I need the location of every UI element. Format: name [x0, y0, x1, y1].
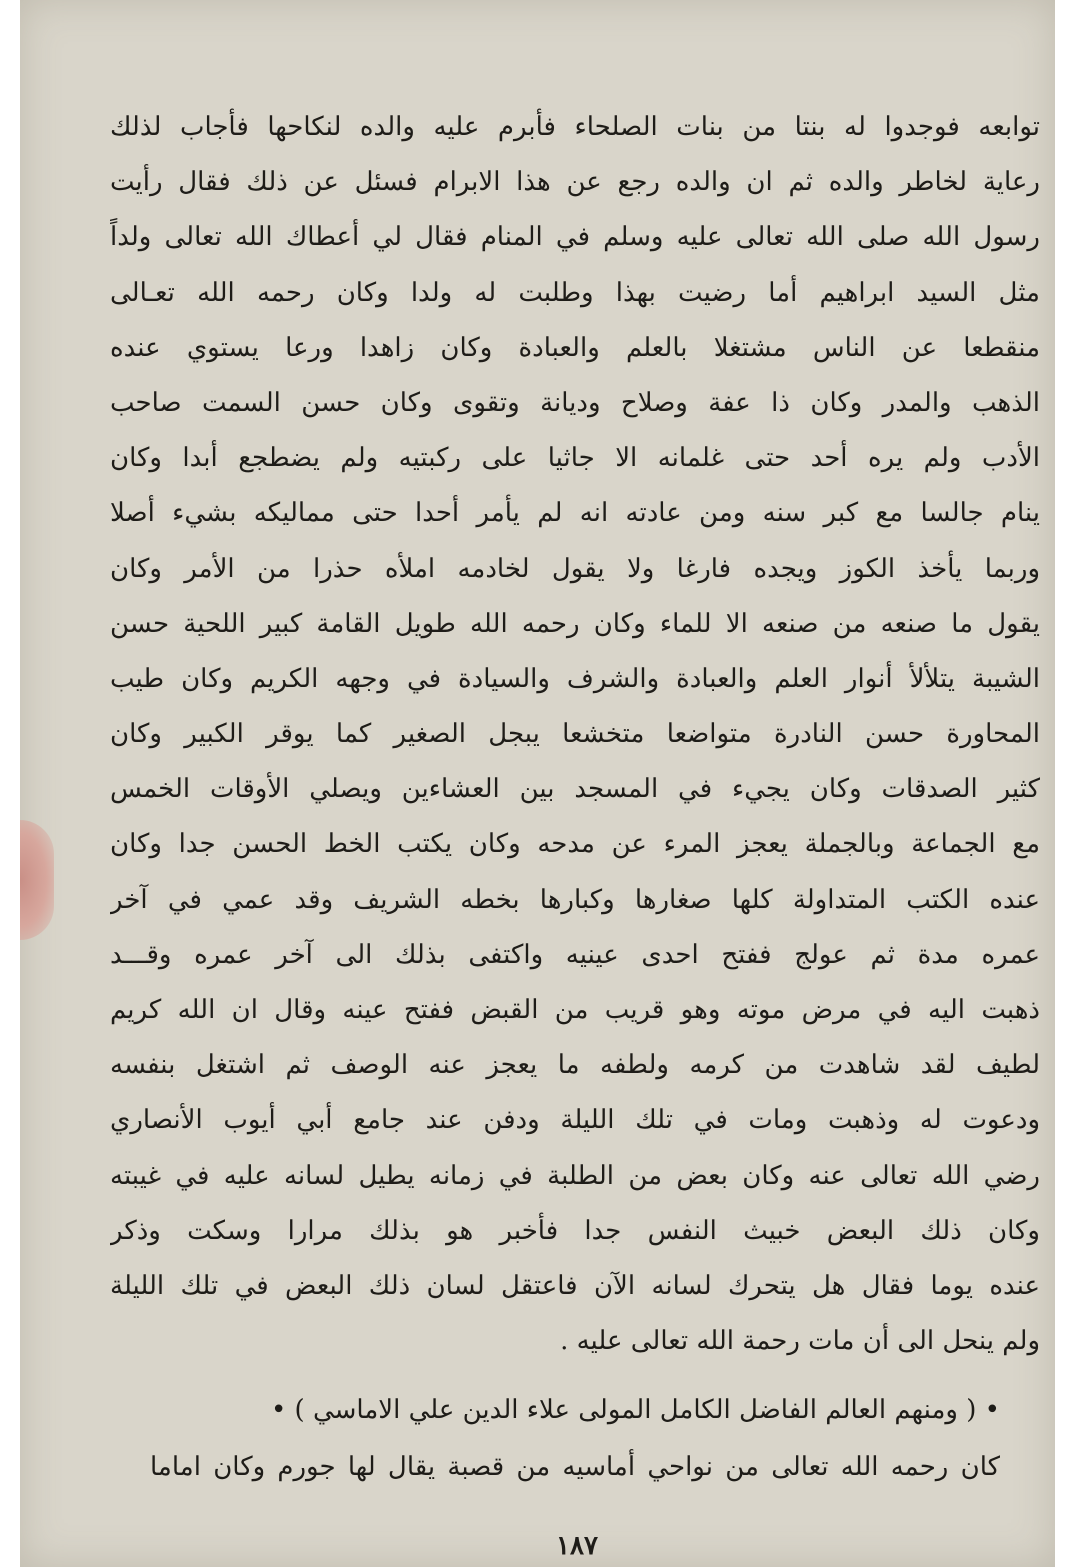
text-line: الأدب ولم يره أحد حتى غلمانه الا جاثيا على ركبتيه ولم يضطجع أبدا وكان	[110, 443, 1040, 474]
text-line: رسول الله صلى الله تعالى عليه وسلم في المنام فقال لي أعطاك الله تعالى ولداً	[110, 222, 1040, 253]
paragraph-end-line: ولم ينحل الى أن مات رحمة الله تعالى عليه .	[560, 1326, 1040, 1357]
text-line: ينام جالسا مع كبر سنه ومن عادته انه لم يأمر أحدا حتى مماليكه بشيء أصلا	[110, 498, 1040, 529]
text-line: عنده يوما فقال هل يتحرك لسانه الآن فاعتقل لسان ذلك البعض في تلك الليلة	[110, 1270, 1040, 1301]
page-number: ١٨٧	[556, 1531, 598, 1561]
text-line: الشيبة يتلألأ أنوار العلم والعبادة والشرف والسيادة في وجهه الكريم وكان طيب	[110, 663, 1040, 694]
text-line: ذهبت اليه في مرض موته وهو قريب من القبض ففتح عينه وقال ان الله كريم	[110, 995, 1040, 1025]
text-line: كان رحمه الله تعالى من نواحي أماسيه من قصبة يقال لها جورم وكان اماما	[150, 1452, 1000, 1482]
body-text	[110, 100, 1040, 1369]
section-heading: • ( ومنهم العالم الفاضل الكامل المولى علاء الدين علي الاماسي ) •	[270, 1395, 1000, 1425]
text-line: عمره مدة ثم عولج ففتح احدى عينيه واكتفى بذلك الى آخر عمره وقـــد	[110, 939, 1040, 970]
text-line: كثير الصدقات وكان يجيء في المسجد بين العشاءين ويصلي الأوقات الخمس	[110, 774, 1040, 805]
text-line: رعاية لخاطر والده ثم ان والده رجع عن هذا الابرام فسئل عن ذلك فقال رأيت	[110, 167, 1040, 198]
text-line: المحاورة حسن النادرة متواضعا متخشعا يبجل الصغير كما يوقر الكبير وكان	[110, 719, 1040, 750]
text-line: عنده الكتب المتداولة كلها صغارها وكبارها بخطه الشريف وقد عمي في آخر	[110, 884, 1040, 915]
thumb-shadow	[20, 820, 54, 940]
text-line: توابعه فوجدوا له بنتا من بنات الصلحاء فأبرم عليه والده لنكاحها فأجاب لذلك	[110, 112, 1040, 142]
text-line: مثل السيد ابراهيم أما رضيت بهذا وطلبت له ولدا وكان رحمه الله تعـالى	[110, 277, 1040, 308]
text-line: الذهب والمدر وكان ذا عفة وصلاح وديانة وتقوى وكان حسن السمت صاحب	[110, 387, 1040, 418]
text-line: وربما يأخذ الكوز ويجده فارغا ولا يقول لخادمه املأه حذرا من الأمر وكان	[110, 553, 1040, 584]
text-line: رضي الله تعالى عنه وكان بعض من الطلبة في زمانه يطيل لسانه عليه في غيبته	[110, 1160, 1040, 1191]
text-line: ودعوت له وذهبت ومات في تلك الليلة ودفن عند جامع أبي أيوب الأنصاري	[110, 1105, 1040, 1136]
text-line: منقطعا عن الناس مشتغلا بالعلم والعبادة وكان زاهدا ورعا يستوي عنده	[110, 332, 1040, 363]
text-line: مع الجماعة وبالجملة يعجز المرء عن مدحه وكان يكتب الخط الحسن جدا وكان	[110, 829, 1040, 860]
text-line: يقول ما صنعه من صنعه الا للماء وكان رحمه الله طويل القامة كبير اللحية حسن	[110, 608, 1040, 639]
text-line: وكان ذلك البعض خبيث النفس جدا فأخبر هو بذلك مرارا وسكت وذكر	[110, 1215, 1040, 1246]
text-line: لطيف لقد شاهدت من كرمه ولطفه ما يعجز عنه الوصف ثم اشتغل بنفسه	[110, 1050, 1040, 1081]
